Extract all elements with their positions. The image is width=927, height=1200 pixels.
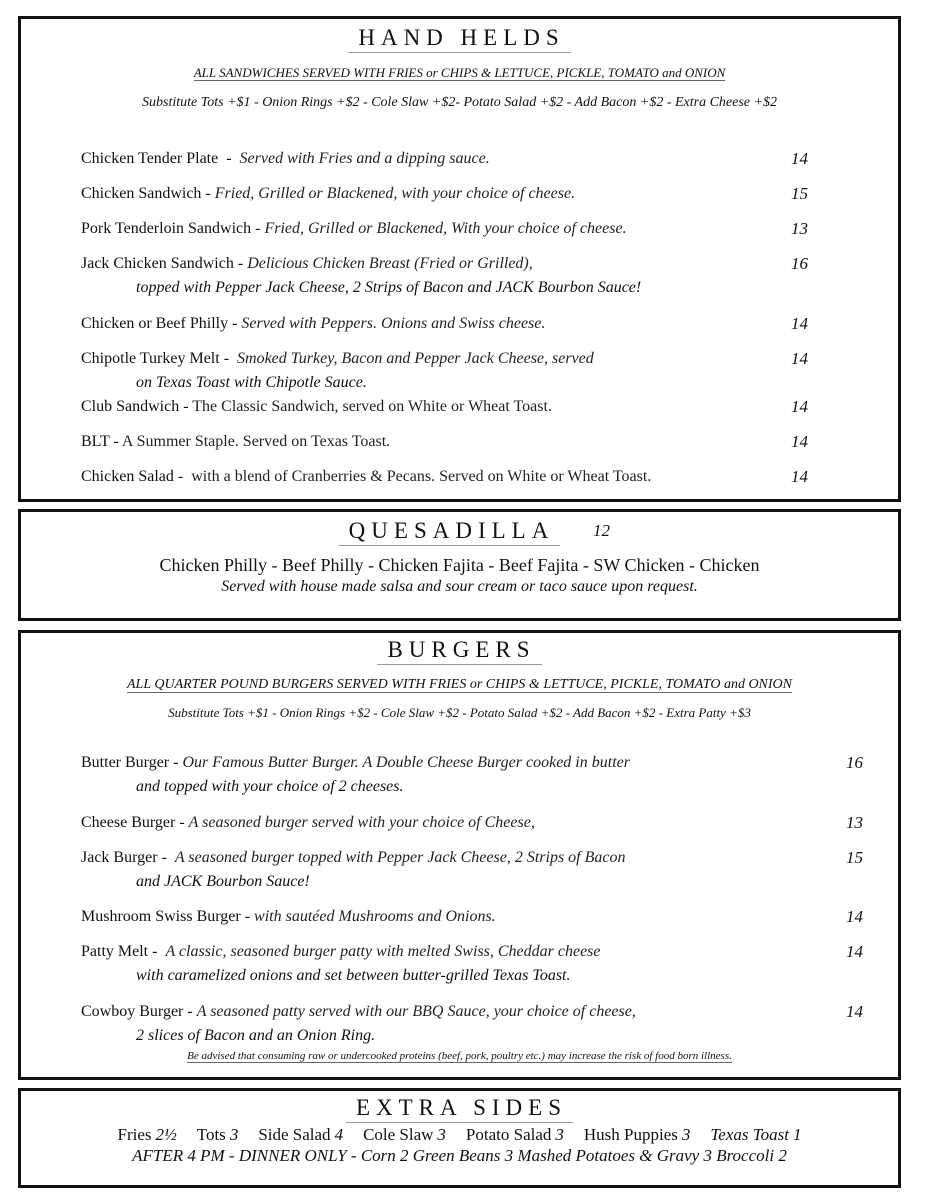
item-separator: - [240,908,255,925]
item-description: Delicious Chicken Breast (Fried or Grilled), [247,255,533,272]
item-name: Patty Melt [81,943,149,960]
item-name: Chicken Sandwich [81,185,202,202]
side-item [466,1125,564,1144]
menu-item [81,1000,863,1048]
section-title: BURGERS [21,637,898,663]
item-name: Chicken Salad [81,468,174,485]
menu-item [81,905,863,929]
item-price: 14 [846,907,863,926]
item-price: 14 [791,314,808,333]
item-separator: - [169,754,183,771]
menu-item [81,217,841,241]
menu-item [81,312,841,336]
sides-row [21,1125,898,1145]
section-note: ALL SANDWICHES SERVED WITH FRIES or CHIPS & LETTUCE, PICKLE, TOMATO and ONION [193,65,726,80]
item-description: Our Famous Butter Burger. A Double Cheese Burger cooked in butter [182,754,630,771]
menu-item [81,347,841,395]
item-description: Served with Fries and a dipping sauce. [239,150,490,167]
item-name: Jack Chicken Sandwich [81,255,234,272]
menu-item [81,811,863,835]
item-name: Mushroom Swiss Burger [81,908,241,925]
item-price: 14 [791,149,808,168]
substitute-note: Substitute Tots +$1 - Onion Rings +$2 - Cole Slaw +$2- Potato Salad +$2 - Add Bacon +$2 - Extra Cheese +$2 [142,95,777,110]
item-name: Chicken or Beef Philly [81,315,229,332]
section-title: QUESADILLA [339,518,561,544]
section-note: ALL QUARTER POUND BURGERS SERVED WITH FRIES or CHIPS & LETTUCE, PICKLE, TOMATO and ONION [126,677,792,692]
item-description-line2: with caramelized onions and set between butter-grilled Texas Toast. [136,967,571,984]
side-name: Potato Salad [465,1125,552,1144]
section-title: EXTRA SIDES [21,1095,898,1121]
side-item [363,1125,446,1144]
menu-item [81,252,841,300]
item-name: BLT [81,433,110,450]
hand-helds-section [18,16,901,502]
item-description: A seasoned burger served with your choice of Cheese, [188,814,535,831]
item-description: A classic, seasoned burger patty with melted Swiss, Cheddar cheese [165,943,601,960]
extra-sides-section [18,1088,901,1188]
side-item [258,1125,343,1144]
item-separator: - [179,398,193,415]
item-description: with a blend of Cranberries & Pecans. Served on White or Wheat Toast. [191,468,652,485]
item-separator: - [175,814,189,831]
item-name: Cowboy Burger [81,1003,184,1020]
item-name: Chicken Tender Plate [81,150,219,167]
side-price: 4 [334,1125,344,1144]
item-separator: - [251,220,265,237]
item-description-line2: on Texas Toast with Chipotle Sauce. [136,374,367,391]
item-price: 14 [791,432,808,451]
item-price: 14 [791,397,808,416]
item-price: 14 [846,1002,863,1021]
item-price: 15 [791,184,808,203]
item-separator: - [183,1003,197,1020]
item-price: 13 [846,813,863,832]
item-name: Cheese Burger [81,814,176,831]
menu-item [81,846,863,894]
item-description-line2: and JACK Bourbon Sauce! [136,873,310,890]
side-item [118,1125,177,1144]
item-price: 16 [846,753,863,772]
quesadilla-section [18,509,901,621]
side-name: Fries [117,1125,152,1144]
side-price: 3 [437,1125,446,1144]
item-description: with sautéed Mushrooms and Onions. [254,908,496,925]
side-name: Tots [196,1125,226,1144]
side-item [197,1125,239,1144]
item-description: Fried, Grilled or Blackened, With your choice of cheese. [264,220,627,237]
side-name: Cole Slaw [363,1125,434,1144]
menu-item [81,751,863,799]
side-price: 2½ [155,1125,177,1144]
substitute-note: Substitute Tots +$1 - Onion Rings +$2 - Cole Slaw +$2 - Potato Salad +$2 - Add Bacon +$2 - Extra Patty +$3 [168,705,751,720]
item-price: 16 [791,254,808,273]
item-name: Club Sandwich [81,398,180,415]
item-separator: - [157,849,175,866]
item-separator: - [218,150,240,167]
item-description: Smoked Turkey, Bacon and Pepper Jack Cheese, served [237,350,594,367]
item-name: Pork Tenderloin Sandwich [81,220,252,237]
item-description-line2: topped with Pepper Jack Cheese, 2 Strips of Bacon and JACK Bourbon Sauce! [136,279,642,296]
section-title: HAND HELDS [21,25,898,51]
item-name: Jack Burger [81,849,158,866]
item-price: 14 [791,467,808,486]
item-description-line2: and topped with your choice of 2 cheeses. [136,778,404,795]
side-price: 3 [555,1125,564,1144]
item-separator: - [228,315,242,332]
quesadilla-options: Chicken Philly - Beef Philly - Chicken Fajita - Beef Fajita - SW Chicken - Chicken [159,555,760,575]
item-description: The Classic Sandwich, served on White or Wheat Toast. [192,398,552,415]
side-name: Side Salad [258,1125,331,1144]
side-item [710,1125,801,1144]
item-separator: - [201,185,215,202]
side-name: Texas Toast [710,1125,789,1144]
item-description: A seasoned burger topped with Pepper Jack Cheese, 2 Strips of Bacon [174,849,626,866]
item-price: 15 [846,848,863,867]
food-warning: Be advised that consuming raw or undercooked proteins (beef, pork, poultry etc.) may increase the risk of food born illness. [187,1050,732,1062]
side-price: 3 [229,1125,239,1144]
burgers-section [18,630,901,1080]
side-item [584,1125,690,1144]
item-separator: - [219,350,238,367]
item-name: Chipotle Turkey Melt [81,350,220,367]
item-price: 14 [791,349,808,368]
side-name: Hush Puppies [583,1125,678,1144]
quesadilla-note: Served with house made salsa and sour cream or taco sauce upon request. [221,578,698,595]
quesadilla-price: 12 [593,521,610,540]
item-name: Butter Burger [81,754,170,771]
item-price: 14 [846,942,863,961]
menu-item [81,395,841,419]
item-description: A Summer Staple. Served on Texas Toast. [121,433,391,450]
side-price: 3 [681,1125,691,1144]
item-separator: - [233,255,248,272]
menu-item [81,940,863,988]
side-price: 1 [792,1125,802,1144]
menu-item [81,430,841,454]
item-separator: - [148,943,166,960]
dinner-sides: AFTER 4 PM - DINNER ONLY - Corn 2 Green Beans 3 Mashed Potatoes & Gravy 3 Broccoli 2 [132,1146,787,1165]
item-description: Fried, Grilled or Blackened, with your choice of cheese. [214,185,576,202]
item-description: Served with Peppers. Onions and Swiss cheese. [241,315,546,332]
item-description: A seasoned patty served with our BBQ Sauce, your choice of cheese, [196,1003,636,1020]
item-description-line2: 2 slices of Bacon and an Onion Ring. [136,1027,376,1044]
item-separator: - [173,468,192,485]
item-price: 13 [791,219,808,238]
item-separator: - [109,433,122,450]
menu-item [81,147,841,171]
menu-item [81,465,841,489]
menu-item [81,182,841,206]
